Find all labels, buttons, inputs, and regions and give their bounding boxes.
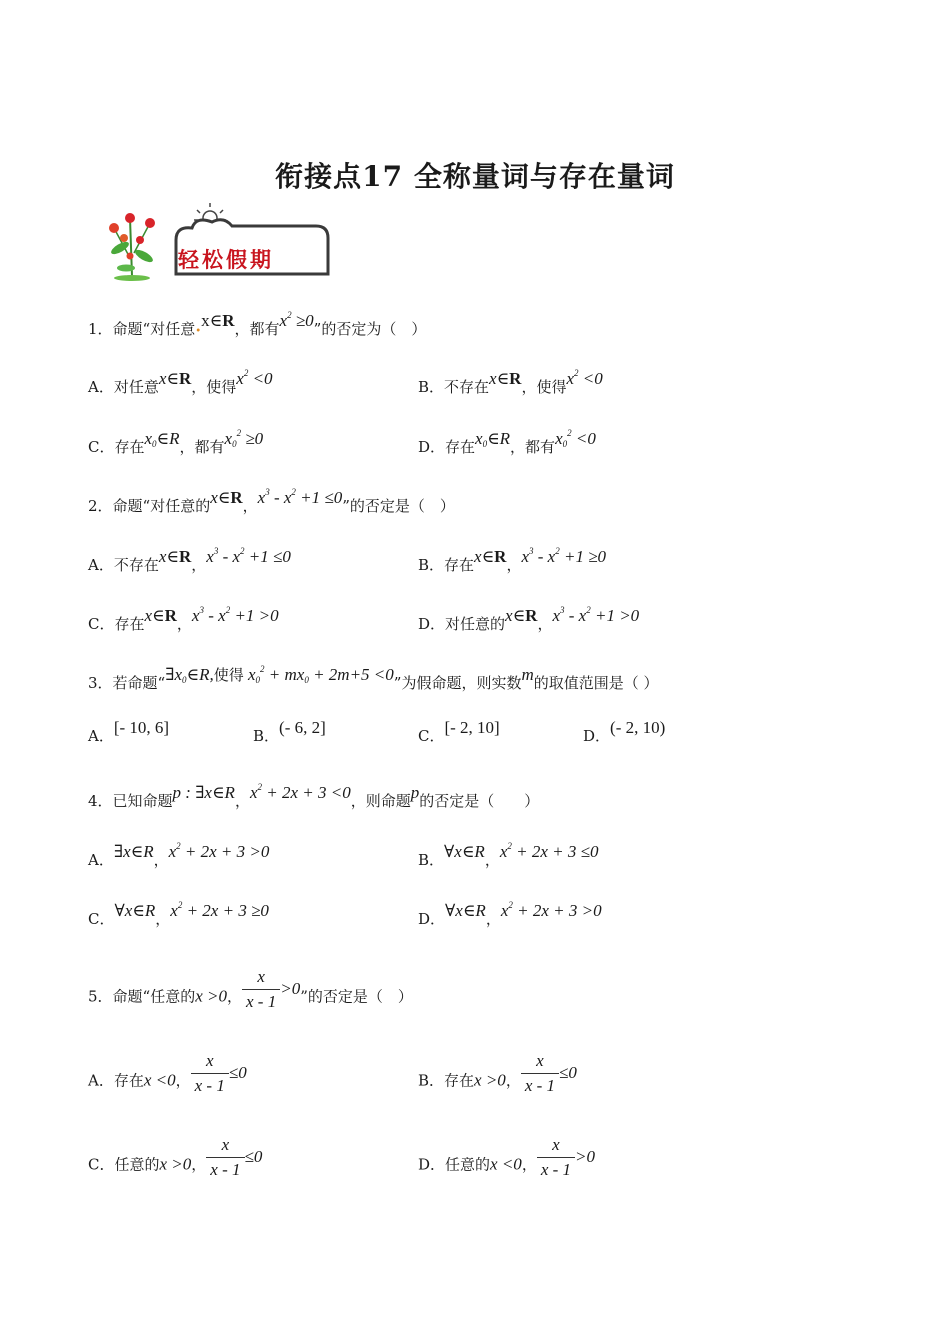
question-4-option-d[interactable]: D．∀x∈R，$x^2 + 2x + 3 >0$ bbox=[418, 900, 602, 928]
question-3-option-a[interactable]: A．[- 10, 6] bbox=[88, 718, 170, 745]
question-4-option-b[interactable]: B．∀x∈R，$x^2 + 2x + 3 \le 0$ bbox=[418, 841, 599, 869]
question-1-option-b[interactable]: B．不存在x∈R，使得$x^2 <0$ bbox=[418, 368, 603, 396]
question-1-option-a[interactable]: A．对任意x∈R，使得$x^2 <0$ bbox=[88, 368, 273, 396]
question-1-option-d[interactable]: D．存在$x_0\in R$，都有$x_0^2 <0$ bbox=[418, 428, 596, 456]
question-3-option-c[interactable]: C．[- 2, 10] bbox=[418, 718, 500, 745]
question-2-option-b[interactable]: B．存在x∈R，$x^3 - x^2 +1 \ge 0$ bbox=[418, 546, 607, 574]
page-title: 衔接点17 全称量词与存在量词 bbox=[275, 160, 675, 193]
question-4-stem: 4．已知命题p : ∃x∈R，$x^2 + 2x + 3 <0$，则命题p的否定是（ ） bbox=[88, 782, 540, 810]
question-5-option-d[interactable]: D．任意的x <0， $\frac{x}{x - 1}$ >0 bbox=[418, 1135, 596, 1179]
flower-illustration bbox=[109, 213, 155, 281]
question-5-option-b[interactable]: B．存在x >0， $\frac{x}{x - 1}$ ≤0 bbox=[418, 1051, 577, 1095]
question-4-option-a[interactable]: A．∃x∈R，$x^2 + 2x + 3 >0$ bbox=[88, 841, 270, 869]
question-2-option-a[interactable]: A．不存在x∈R，$x^3 - x^2 +1 \le 0$ bbox=[88, 546, 291, 574]
question-2-option-c[interactable]: C．存在x∈R，$x^3 - x^2 +1 >0$ bbox=[88, 605, 279, 633]
question-2-option-d[interactable]: D．对任意的x∈R，$x^3 - x^2 +1 >0$ bbox=[418, 605, 640, 633]
question-5-stem: 5．命题“任意的x >0， $\frac{x}{x - 1}$ >0”的否定是（ ） bbox=[88, 967, 413, 1011]
question-5-option-c[interactable]: C．任意的x >0， $\frac{x}{x - 1}$ ≤0 bbox=[88, 1135, 263, 1179]
question-1-stem: 1．命题“对任意•x∈R，都有$x^2 \ge 0$”的否定为（ ） bbox=[88, 310, 427, 338]
question-3-option-d[interactable]: D．(- 2, 10) bbox=[583, 718, 666, 745]
question-2-stem: 2．命题“对任意的x∈R，$x^3 - x^2 +1 \le 0$”的否定是（ ） bbox=[88, 487, 455, 515]
question-3-stem: 3．若命题“$\exists x_0\in R$,使得 $x_0^2 + mx_0 + 2m+5 <0$”为假命题，则实数m的取值范围是（ ） bbox=[88, 664, 659, 692]
banner-label: 轻松假期 bbox=[178, 247, 274, 272]
question-3-option-b[interactable]: B．(- 6, 2] bbox=[253, 718, 326, 745]
question-1-option-c[interactable]: C．存在$x_0\in R$，都有$x_0^2 \ge 0$ bbox=[88, 428, 264, 456]
question-5-option-a[interactable]: A．存在x <0， $\frac{x}{x - 1}$ ≤0 bbox=[88, 1051, 247, 1095]
question-4-option-c[interactable]: C．∀x∈R，$x^2 + 2x + 3 \ge 0$ bbox=[88, 900, 269, 928]
